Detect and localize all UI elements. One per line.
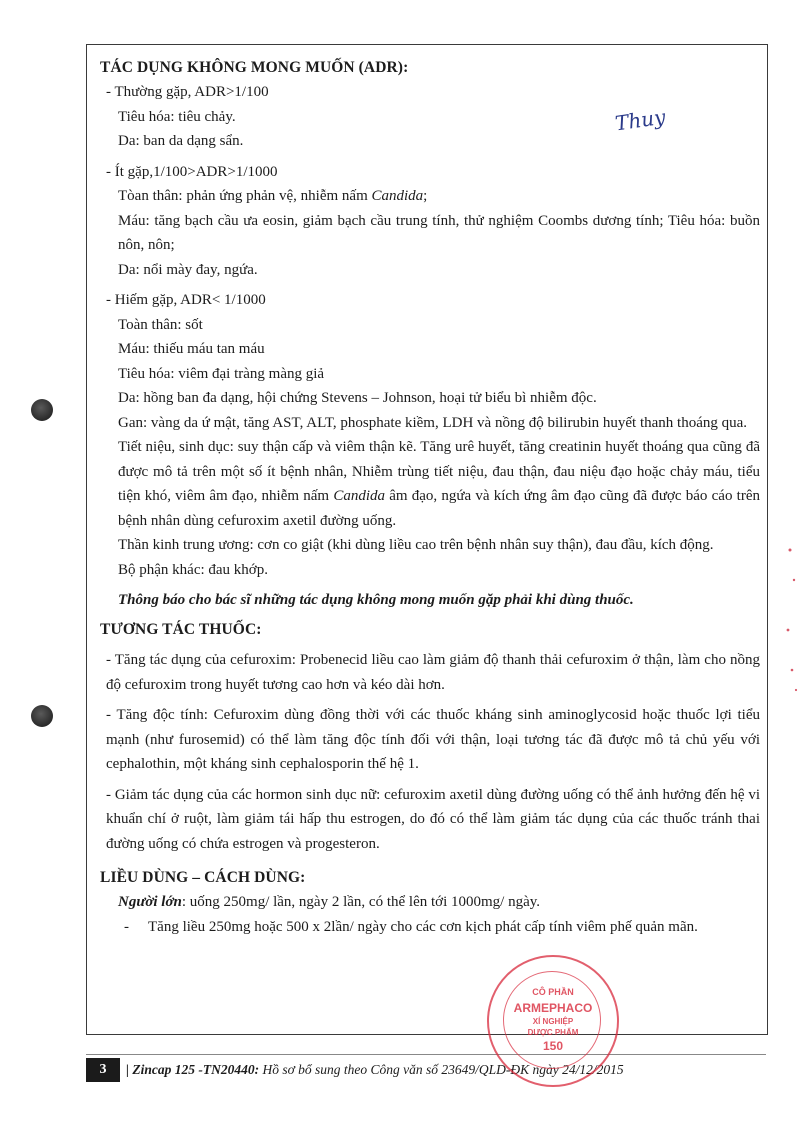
adr-rare-line: Tiêu hóa: viêm đại tràng màng giả — [118, 365, 325, 382]
binder-hole-icon — [31, 399, 53, 421]
dash-bullet: - — [124, 918, 129, 935]
adr-uncommon-title: - Ít gặp,1/100>ADR>1/1000 — [106, 163, 278, 180]
footer-divider — [86, 1054, 766, 1055]
adr-uncommon-line: Da: nổi mày đay, ngứa. — [118, 261, 258, 278]
adr-common-title: - Thường gặp, ADR>1/100 — [106, 84, 269, 100]
adr-rare-line: Thần kinh trung ương: cơn co giật (khi dùng liều cao trên bệnh nhân suy thận), đau đầu, kích động. — [118, 537, 714, 553]
adr-uncommon-line: Máu: tăng bạch cầu ưa eosin, giảm bạch cầu trung tính, thử nghiệm Coombs dương tính; Tiêu hóa: buồn nôn, nôn; — [118, 212, 760, 253]
dosage-item — [100, 915, 760, 940]
interaction-item: - Giảm tác dụng của các hormon sinh dục nữ: cefuroxim axetil dùng đường uống có thể ảnh hưởng đến hệ vi khuẩn chí ở ruột, làm giảm tái hấp thu estrogen, do đó có thể làm giảm tác dụng của các thuốc tránh thai đường uống có chứa estrogen và progesteron. — [106, 786, 760, 852]
adr-rare-title: - Hiếm gặp, ADR< 1/1000 — [106, 292, 266, 308]
adr-common-line: Da: ban da dạng sẩn. — [118, 133, 244, 149]
page-number: 3 — [86, 1058, 120, 1082]
company-stamp: CÔ PHẦN ARMEPHACO XÍ NGHIỆP DƯỢC PHẨM 150 — [487, 955, 619, 1087]
adr-rare-line: Máu: thiếu máu tan máu — [118, 341, 265, 357]
dosage-heading: LIỀU DÙNG – CÁCH DÙNG: — [100, 869, 306, 886]
adr-uncommon-line: Tòan thân: phản ứng phản vệ, nhiễm nấm Candida; — [118, 188, 428, 204]
adr-rare-line: Toàn thân: sốt — [118, 316, 203, 333]
adr-rare-line: Da: hồng ban đa dạng, hội chứng Stevens – Johnson, hoại tử biểu bì nhiễm độc. — [118, 390, 597, 406]
binder-hole-icon — [31, 705, 53, 727]
dosage-item-text: Tăng liều 250mg hoặc 500 x 2lần/ ngày cho các cơn kịch phát cấp tính viêm phế quản mãn. — [148, 918, 698, 935]
adr-notice: Thông báo cho bác sĩ những tác dụng không mong muốn gặp phải khi dùng thuốc. — [118, 592, 634, 608]
ink-specks — [782, 540, 800, 700]
adr-rare-line: Bộ phận khác: đau khớp. — [118, 561, 268, 578]
adr-heading: TÁC DỤNG KHÔNG MONG MUỐN (ADR): — [100, 59, 409, 76]
interactions-heading: TƯƠNG TÁC THUỐC: — [100, 621, 262, 638]
dosage-adult-line: Người lớn: uống 250mg/ lần, ngày 2 lần, có thể lên tới 1000mg/ ngày. — [118, 894, 541, 910]
adr-rare-line: Tiết niệu, sinh dục: suy thận cấp và viêm thận kẽ. Tăng urê huyết, tăng creatinin huyết thoáng qua cũng đã được mô tả trên một số ít bệnh nhân, Nhiễm trùng tiết niệu, đau thận, đau niệu đạo hoặc chảy máu, tiểu tiện khó, viêm âm đạo, nhiễm nấm Candida âm đạo, ngứa và kích ứng âm đạo cũng đã được báo cáo trên bệnh nhân dùng cefuroxim axetil đường uống. — [118, 439, 760, 529]
interaction-item: - Tăng độc tính: Cefuroxim dùng đồng thời với các thuốc kháng sinh aminoglycosid hoặc thuốc lợi tiểu mạnh (như furosemid) có thể làm tăng độc tính đối với thận, loại tương tác đã được mô tả chủ yếu với cephalothin, một kháng sinh cephalosporin thế hệ 1. — [106, 707, 760, 772]
adr-common-line: Tiêu hóa: tiêu chảy. — [118, 108, 236, 125]
document-body — [100, 56, 760, 939]
adr-rare-line: Gan: vàng da ứ mật, tăng AST, ALT, phosphate kiềm, LDH và nồng độ bilirubin huyết thanh thoáng qua. — [118, 414, 748, 431]
handwritten-signature: Thuy — [613, 104, 667, 136]
interaction-item: - Tăng tác dụng của cefuroxim: Probenecid liều cao làm giảm độ thanh thải cefuroxim ở thận, làm cho nồng độ cefuroxim trong huyết tương cao hơn và kéo dài hơn. — [106, 652, 760, 693]
footer-reference: | Zincap 125 -TN20440: Hồ sơ bổ sung theo Công văn số 23649/QLD-ĐK ngày 24/12/2015 — [126, 1062, 624, 1077]
